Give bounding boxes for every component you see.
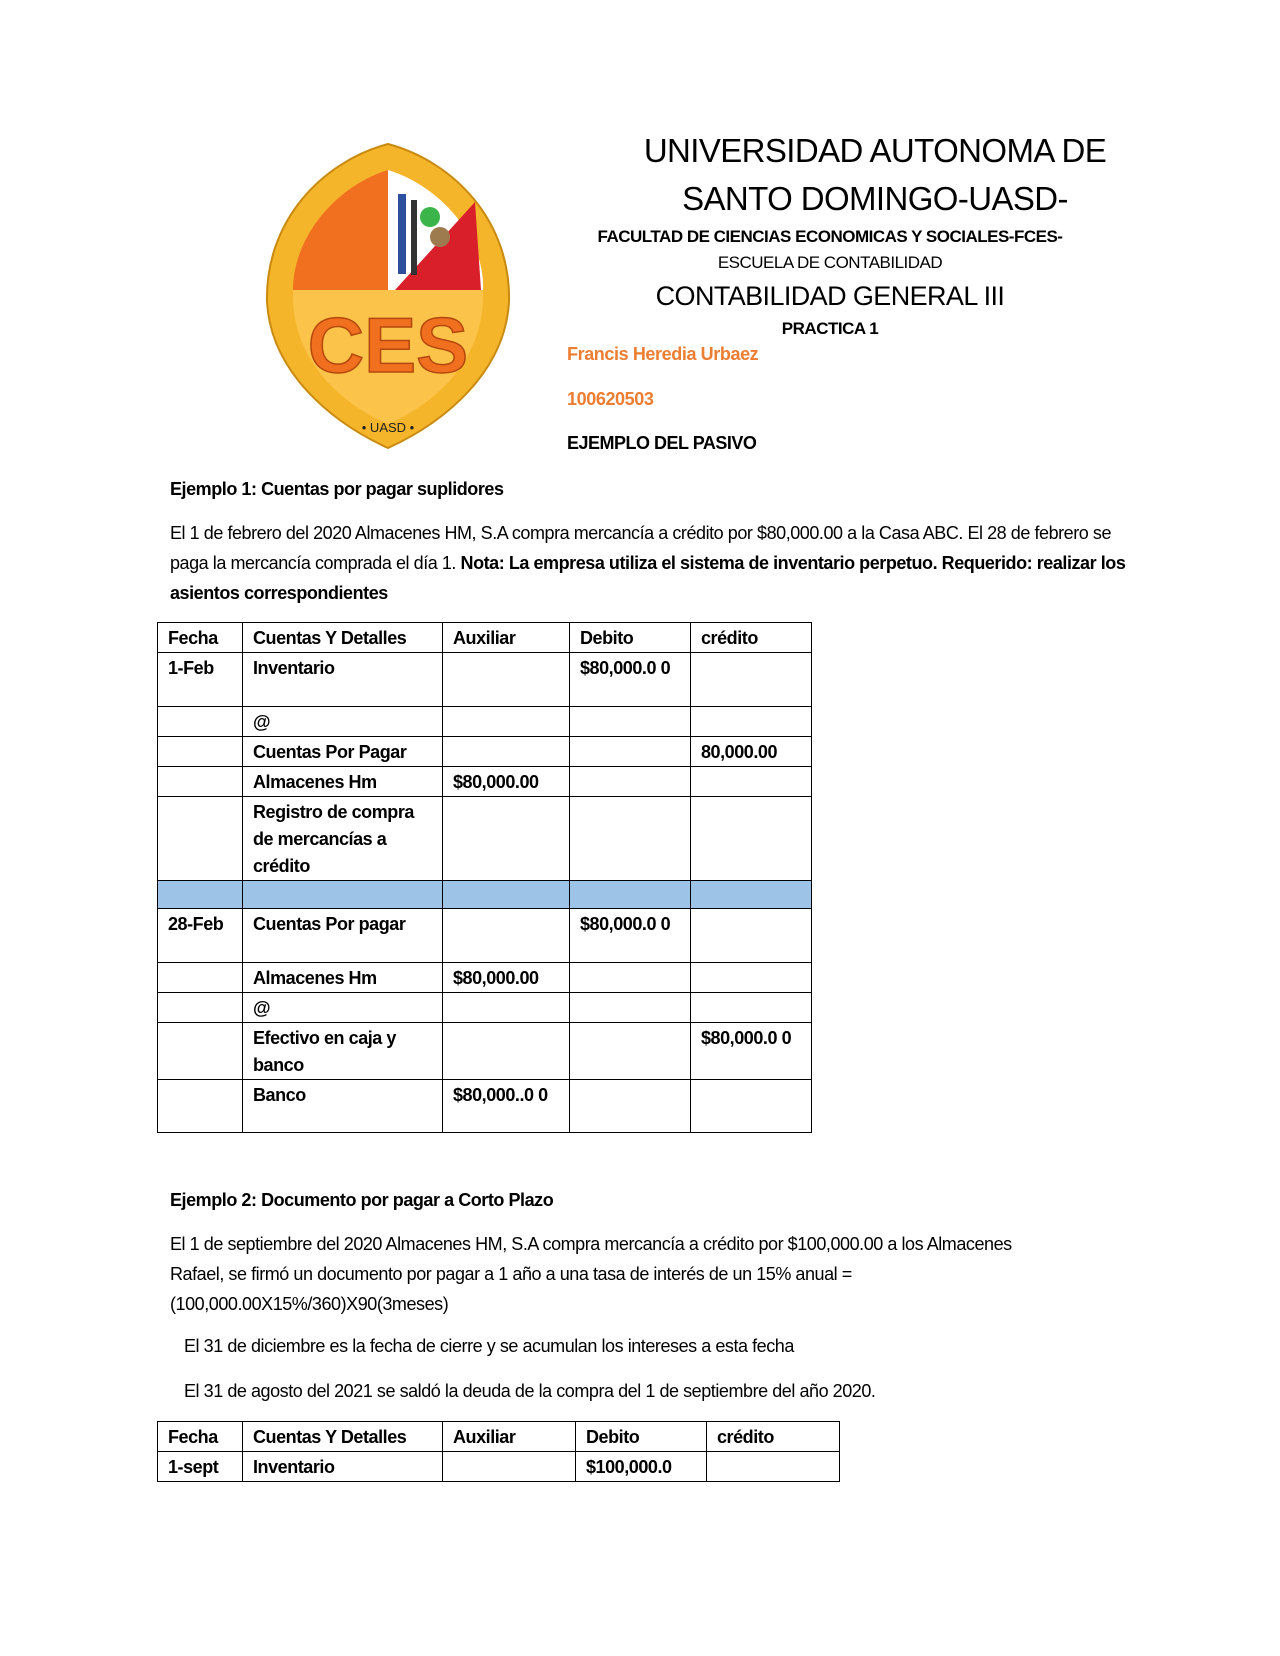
table-cell [570,993,691,1023]
table-cell: $100,000.0 [576,1452,707,1482]
table-cell [443,653,570,707]
table-header-row [158,623,812,653]
table-row [158,909,812,963]
table-cell: $80,000.00 [443,767,570,797]
table-cell: Cuentas Por Pagar [243,737,443,767]
table-cell: Almacenes Hm [243,963,443,993]
column-header: Cuentas Y Detalles [243,1422,443,1452]
table-cell [570,1080,691,1133]
table-cell: Cuentas Por pagar [243,909,443,963]
table-cell [158,1023,243,1080]
example1-note: Nota: La empresa utiliza el sistema de inventario perpetuo. Requerido: realizar los asientos correspondientes [170,553,1126,603]
table-cell [691,797,812,881]
table-cell: Efectivo en caja y banco [243,1023,443,1080]
course-name: CONTABILIDAD GENERAL III [655,281,1005,311]
table-row [158,653,812,707]
table-row [158,707,812,737]
table-cell [570,797,691,881]
table-cell [707,1452,840,1482]
table-cell [691,963,812,993]
table-cell: 80,000.00 [691,737,812,767]
column-header: Debito [576,1422,707,1452]
table-row [158,1080,812,1133]
student-name: Francis Heredia Urbaez [567,344,759,364]
column-header: Cuentas Y Detalles [243,623,443,653]
column-header: Auxiliar [443,623,570,653]
table-cell: $80,000..0 0 [443,1080,570,1133]
table-cell [691,707,812,737]
table-cell: $80,000.0 0 [570,653,691,707]
table-row [158,881,812,909]
table-cell [158,797,243,881]
table-cell: Registro de compra de mercancías a crédito [243,797,443,881]
table-cell [158,881,243,909]
table-cell [691,767,812,797]
example1-text: El 1 de febrero del 2020 Almacenes HM, S.A compra mercancía a crédito por $80,000.00 a la Casa ABC. El 28 de febrero se paga la mercancía comprada el día 1. [170,523,1112,573]
table-cell [443,993,570,1023]
table-cell [158,767,243,797]
table-cell: 1-Feb [158,653,243,707]
journal-table-1 [157,622,812,1133]
column-header: crédito [707,1422,840,1452]
column-header: Fecha [158,1422,243,1452]
table-cell [443,909,570,963]
table-cell [570,881,691,909]
table-cell: Inventario [243,1452,443,1482]
topic-heading: EJEMPLO DEL PASIVO [567,433,757,453]
university-title-line1: UNIVERSIDAD AUTONOMA DE [643,132,1107,169]
faculty-name: FACULTAD DE CIENCIAS ECONOMICAS Y SOCIALES-FCES- [597,227,1063,246]
table-cell [443,797,570,881]
table-header-row [158,1422,840,1452]
example2-paragraph: El 1 de septiembre del 2020 Almacenes HM, S.A compra mercancía a crédito por $100,000.00 a los Almacenes Rafael, se firmó un documento por pagar a 1 año a una tasa de interés de un 15% anual =(100,000.00X15%/360)X90(3meses) [170,1234,1012,1314]
table-cell [570,767,691,797]
table-cell [570,963,691,993]
table-cell [691,653,812,707]
table-cell [443,1452,576,1482]
table-row [158,993,812,1023]
table-cell [570,707,691,737]
table-cell [158,707,243,737]
table-cell [691,1080,812,1133]
table-cell [691,909,812,963]
table-cell [443,737,570,767]
table-row [158,737,812,767]
table-cell [443,707,570,737]
example2-settlement-note: El 31 de agosto del 2021 se saldó la deuda de la compra del 1 de septiembre del año 2020. [184,1381,876,1401]
table-cell [570,737,691,767]
table-cell: Inventario [243,653,443,707]
table-cell: $80,000.0 0 [691,1023,812,1080]
table-cell: @ [243,707,443,737]
svg-text:CES: CES [307,301,469,389]
table-row [158,797,812,881]
svg-text:• UASD •: • UASD • [361,420,415,435]
table-row [158,1452,840,1482]
column-header: Debito [570,623,691,653]
fces-logo [265,142,511,450]
column-header: crédito [691,623,812,653]
university-title-line2: SANTO DOMINGO-UASD- [682,180,1068,217]
table-cell: $80,000.0 0 [570,909,691,963]
table-cell [691,881,812,909]
column-header: Auxiliar [443,1422,576,1452]
student-id: 100620503 [567,389,654,409]
table-cell [443,1023,570,1080]
column-header: Fecha [158,623,243,653]
journal-table-2 [157,1421,840,1482]
table-row [158,963,812,993]
table-row [158,1023,812,1080]
school-name: ESCUELA DE CONTABILIDAD [717,253,943,272]
table-cell: 1-sept [158,1452,243,1482]
table-cell [443,881,570,909]
table-cell: Banco [243,1080,443,1133]
example2-closing-note: El 31 de diciembre es la fecha de cierre y se acumulan los intereses a esta fecha [184,1336,794,1356]
table-cell [570,1023,691,1080]
table-cell [158,993,243,1023]
table-cell [158,963,243,993]
table-cell [158,737,243,767]
table-cell: Almacenes Hm [243,767,443,797]
table-cell [158,1080,243,1133]
table-cell [243,881,443,909]
practice-label: PRACTICA 1 [781,319,879,338]
table-row [158,767,812,797]
example2-title: Ejemplo 2: Documento por pagar a Corto Plazo [170,1190,554,1210]
example1-paragraph [170,518,1150,608]
table-cell: @ [243,993,443,1023]
table-cell: 28-Feb [158,909,243,963]
table-cell [691,993,812,1023]
example1-title: Ejemplo 1: Cuentas por pagar suplidores [170,479,504,499]
table-cell: $80,000.00 [443,963,570,993]
